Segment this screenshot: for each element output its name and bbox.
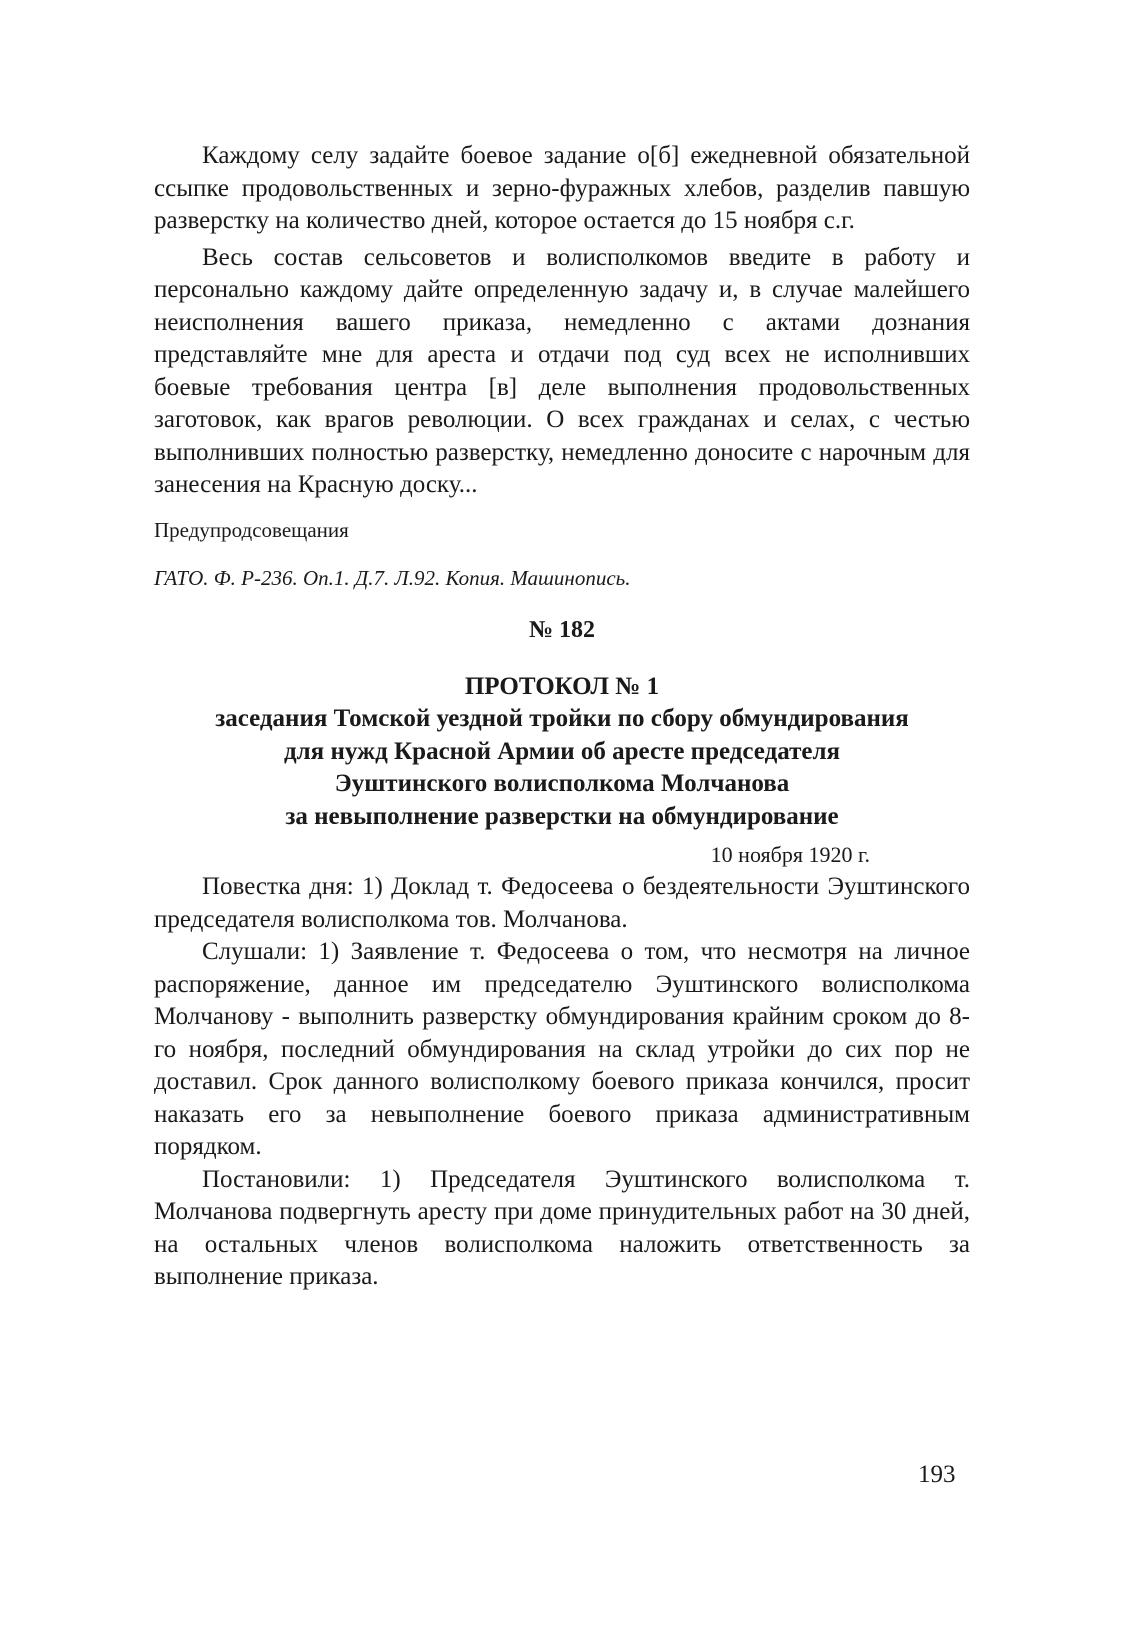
body-paragraph: Весь состав сельсоветов и волисполкомов введите в работу и персонально каждому дайте определенную задачу и, в случае малейшего неисполнения вашего приказа, немедленно с актами дознания представляйте мне для ареста и отдачи под суд всех не исполнивших боевые требования центра [в] деле выполнения продовольственных заготовок, как врагов революции. О всех гражданах и селах, с честью выполнивших полностью разверстку, немедленно доносите с нарочным для занесения на Красную доску...	[154, 243, 970, 498]
archive-source: ГАТО. Ф. Р-236. Оп.1. Д.7. Л.92. Копия. Машинопись.	[154, 565, 631, 590]
heard-paragraph: Слушали: 1) Заявление т. Федосеева о том, что несмотря на личное распоряжение, данное им председателю Эуштинского волисполкома Молчанову - выполнить разверстку обмундирования крайним сроком до 8-го ноября, последний обмундирования на склад утройки до сих пор не доставил. Срок данного волисполкому боевого приказа кончился, просит наказать его за невыполнение боевого приказа административным порядком.	[154, 938, 970, 1160]
agenda-paragraph: Повестка дня: 1) Доклад т. Федосеева о бездеятельности Эуштинского председателя волисполкома тов. Молчанова.	[154, 873, 970, 933]
document-subtitle-line: заседания Томской уездной тройки по сбору обмундирования	[215, 705, 909, 732]
document-title: ПРОТОКОЛ № 1	[464, 672, 660, 700]
document-subtitle-line: Эуштинского волисполкома Молчанова	[334, 770, 790, 797]
resolved-paragraph: Постановили: 1) Председателя Эуштинского волисполкома т. Молчанова подвергнуть аресту при доме принудительных работ на 30 дней, на остальных членов волисполкома наложить ответственность за выполнение приказа.	[154, 1165, 970, 1290]
document-date: 10 ноября 1920 г.	[710, 842, 870, 867]
document-number: № 182	[528, 616, 596, 643]
page-content	[154, 140, 970, 1294]
body-paragraph: Каждому селу задайте боевое задание о[б] ежедневной обязательной ссыпке продовольственных и зерно-фуражных хлебов, разделив павшую разверстку на количество дней, которое остается до 15 ноября с.г.	[154, 142, 970, 234]
signature: Предупродсовещания	[154, 517, 349, 542]
document-subtitle-line: за невыполнение разверстки на обмундирование	[285, 802, 839, 830]
page-number: 193	[918, 1461, 956, 1488]
document-subtitle-line: для нужд Красной Армии об аресте председателя	[284, 737, 840, 765]
